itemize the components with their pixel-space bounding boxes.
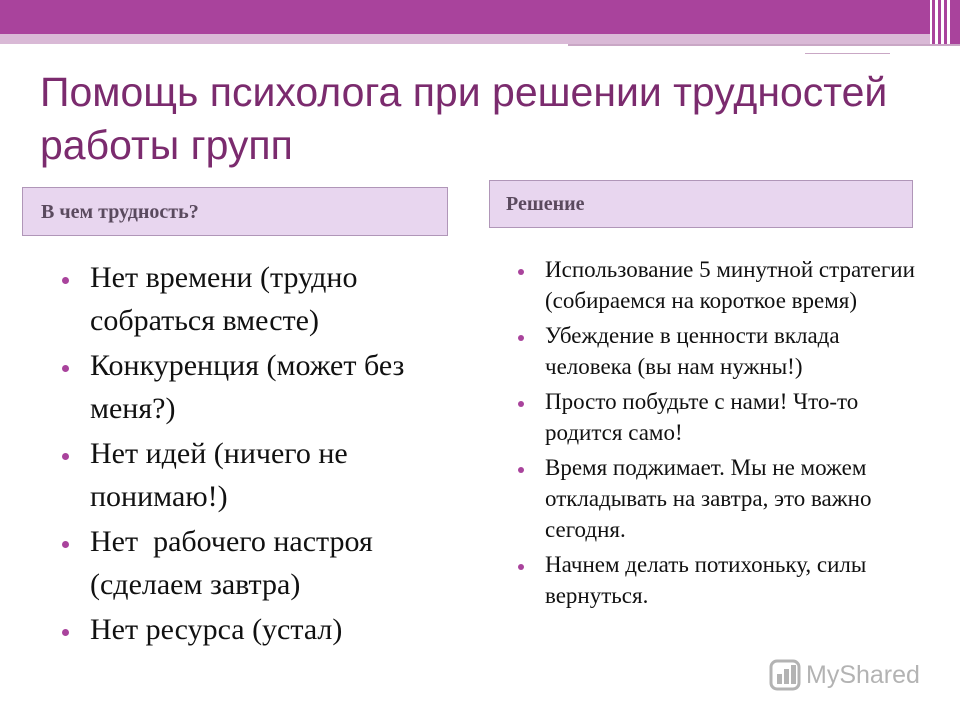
bullet-icon [62, 365, 69, 372]
myshared-logo-icon [768, 658, 802, 692]
bullet-icon [62, 277, 69, 284]
solutions-list [517, 254, 917, 615]
slide-title: Помощь психолога при решении трудностей работы групп [40, 69, 888, 168]
bullet-icon [518, 335, 524, 341]
watermark-text: MyShared [806, 660, 920, 689]
decorative-rule-short [805, 53, 890, 54]
list-item: Нет рабочего настроя (сделаем завтра) [62, 520, 462, 606]
myshared-watermark[interactable] [768, 655, 938, 695]
bullet-icon [518, 269, 524, 275]
list-item: Просто побудьте с нами! Что-то родится само! [517, 386, 917, 448]
list-item: Время поджимает. Мы не можем откладывать на завтра, это важно сегодня. [517, 452, 917, 545]
decorative-rule [568, 44, 960, 46]
bullet-icon [518, 564, 524, 570]
difficulties-list [62, 256, 462, 653]
top-accent-band [0, 34, 930, 44]
list-item: Конкуренция (может без меня?) [62, 344, 462, 430]
list-item: Начнем делать потихоньку, силы вернуться. [517, 549, 917, 611]
bullet-icon [62, 541, 69, 548]
right-column-header: Решение [489, 180, 913, 228]
bullet-icon [518, 401, 524, 407]
corner-stripes [932, 0, 960, 44]
list-item: Нет ресурса (устал) [62, 608, 462, 651]
bullet-icon [62, 453, 69, 460]
bullet-icon [62, 629, 69, 636]
left-column-header: В чем трудность? [22, 187, 448, 236]
list-item: Нет времени (трудно собраться вместе) [62, 256, 462, 342]
list-item: Использование 5 минутной стратегии (собираемся на короткое время) [517, 254, 917, 316]
bullet-icon [518, 467, 524, 473]
list-item: Убеждение в ценности вклада человека (вы нам нужны!) [517, 320, 917, 382]
list-item: Нет идей (ничего не понимаю!) [62, 432, 462, 518]
top-accent-bar [0, 0, 930, 34]
